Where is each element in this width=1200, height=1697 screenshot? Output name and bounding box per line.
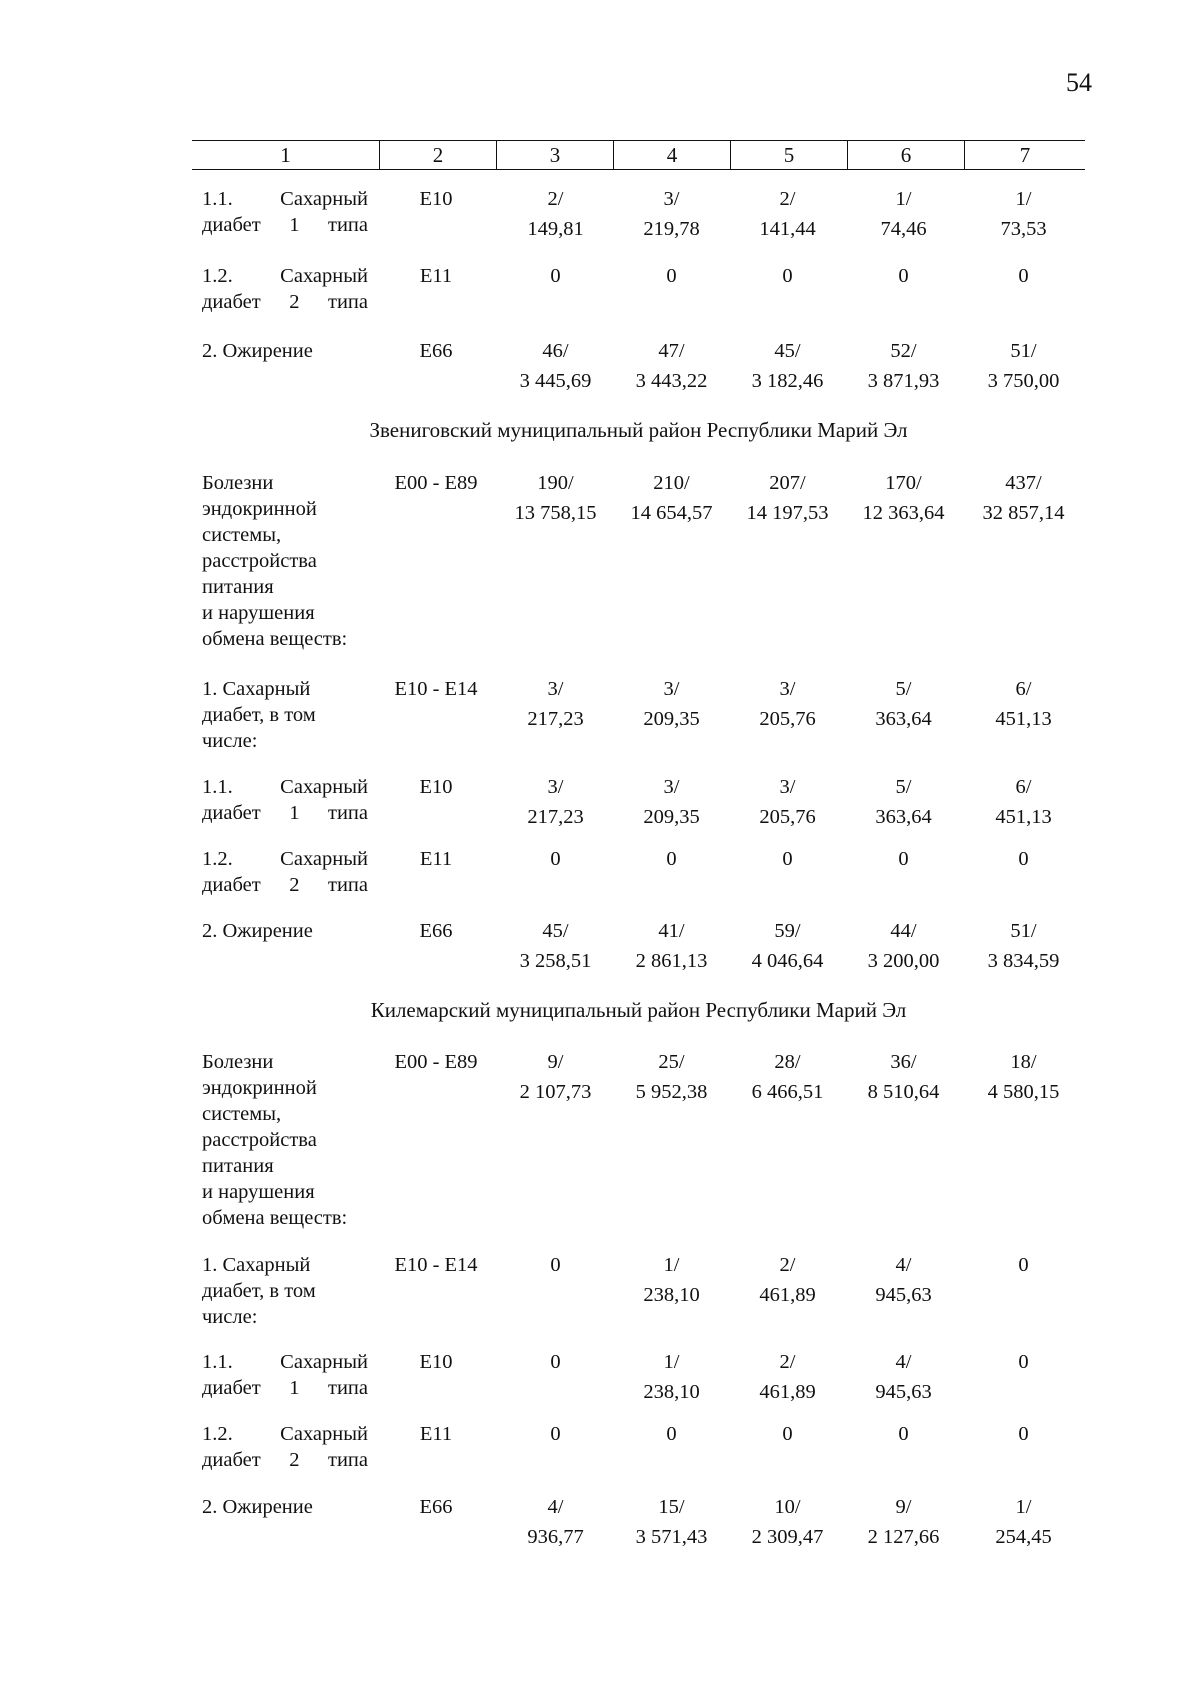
value-cell (729, 772, 846, 832)
value-rate: 209,35 (643, 806, 700, 828)
value-count: 0 (550, 1423, 561, 1445)
value-count: 46/ (542, 340, 569, 362)
row-label-line: 2. Ожирение (202, 920, 313, 942)
value-count: 0 (1018, 1254, 1029, 1276)
row-label-line: 1.1. Сахарный (202, 776, 368, 798)
header-col-6: 6 (848, 141, 965, 169)
value-count: 4/ (895, 1254, 912, 1276)
value-cell (613, 1347, 730, 1407)
row-label (202, 1252, 368, 1330)
value-count: 15/ (658, 1496, 685, 1518)
value-rate: 238,10 (643, 1284, 700, 1306)
value-count: 0 (898, 1423, 909, 1445)
row-label-line: питания (202, 1155, 274, 1177)
value-rate: 451,13 (995, 806, 1052, 828)
value-count: 0 (1018, 1351, 1029, 1373)
value-rate: 4 580,15 (987, 1081, 1060, 1103)
value-rate (729, 874, 846, 904)
row-label-line: обмена веществ: (202, 1207, 348, 1229)
row-label (202, 263, 368, 315)
value-count: 41/ (658, 920, 685, 942)
value-cell (845, 1419, 962, 1479)
header-col-3: 3 (497, 141, 614, 169)
value-count: 45/ (542, 920, 569, 942)
value-count: 3/ (779, 776, 796, 798)
value-cell (965, 468, 1082, 528)
value-rate: 32 857,14 (982, 502, 1065, 524)
value-cell (965, 844, 1082, 904)
row-label-line: системы, (202, 524, 282, 546)
value-cell (613, 1492, 730, 1552)
value-count: 5/ (895, 678, 912, 700)
value-cell (497, 1419, 614, 1479)
value-count: 0 (666, 1423, 677, 1445)
value-cell (965, 1492, 1082, 1552)
value-rate (613, 874, 730, 904)
value-rate: 363,64 (875, 708, 932, 730)
row-label (202, 338, 368, 364)
value-rate (497, 1377, 614, 1407)
value-cell (729, 336, 846, 396)
value-rate: 14 654,57 (630, 502, 713, 524)
page-number: 54 (1066, 68, 1092, 97)
value-count: 0 (1018, 265, 1029, 287)
value-count: 18/ (1010, 1051, 1037, 1073)
value-count: 59/ (774, 920, 801, 942)
value-cell (613, 184, 730, 244)
value-rate: 3 200,00 (867, 950, 940, 972)
value-cell (497, 184, 614, 244)
value-count: 28/ (774, 1051, 801, 1073)
value-cell (613, 1047, 730, 1107)
value-rate: 3 182,46 (751, 370, 824, 392)
row-label-line: диабет 1 типа (202, 802, 368, 824)
value-rate: 8 510,64 (867, 1081, 940, 1103)
value-rate: 6 466,51 (751, 1081, 824, 1103)
value-rate: 254,45 (995, 1526, 1052, 1548)
value-cell (965, 772, 1082, 832)
value-cell (965, 674, 1082, 734)
row-label-line: 1.2. Сахарный (202, 848, 368, 870)
value-rate: 461,89 (759, 1284, 816, 1306)
header-col-2: 2 (380, 141, 497, 169)
value-cell (845, 336, 962, 396)
icd-code: E00 - E89 (394, 1051, 478, 1073)
row-label-line: Болезни (202, 472, 274, 494)
value-cell (497, 772, 614, 832)
value-count: 0 (666, 848, 677, 870)
row-label-line: 1.2. Сахарный (202, 265, 368, 287)
value-cell (613, 772, 730, 832)
icd-code: E11 (419, 848, 453, 870)
row-label-line: системы, (202, 1103, 282, 1125)
icd-code: E10 - E14 (394, 1254, 478, 1276)
value-rate: 149,81 (527, 218, 584, 240)
value-rate (729, 1449, 846, 1479)
value-rate: 219,78 (643, 218, 700, 240)
value-rate: 3 571,43 (635, 1526, 708, 1548)
value-rate: 3 871,93 (867, 370, 940, 392)
value-rate (613, 1449, 730, 1479)
value-count: 190/ (537, 472, 574, 494)
row-label-line: и нарушения (202, 1181, 315, 1203)
value-count: 3/ (663, 188, 680, 210)
value-count: 47/ (658, 340, 685, 362)
value-cell (613, 261, 730, 321)
row-label-line: 2. Ожирение (202, 1496, 313, 1518)
value-count: 0 (782, 265, 793, 287)
value-cell (845, 1250, 962, 1310)
value-cell (497, 1347, 614, 1407)
value-count: 36/ (890, 1051, 917, 1073)
value-rate: 5 952,38 (635, 1081, 708, 1103)
value-count: 9/ (895, 1496, 912, 1518)
value-rate (845, 1449, 962, 1479)
value-rate (613, 291, 730, 321)
value-count: 210/ (653, 472, 690, 494)
value-cell (729, 1250, 846, 1310)
row-label-line: эндокринной (202, 498, 317, 520)
section-title: Звениговский муниципальный район Республики Марий Эл (369, 418, 908, 442)
value-count: 4/ (895, 1351, 912, 1373)
value-count: 1/ (895, 188, 912, 210)
value-rate: 945,63 (875, 1381, 932, 1403)
row-label (202, 1049, 368, 1231)
value-rate: 205,76 (759, 806, 816, 828)
value-cell (497, 674, 614, 734)
value-rate: 141,44 (759, 218, 816, 240)
value-cell (965, 1250, 1082, 1310)
value-cell (845, 674, 962, 734)
row-label-line: 1.1. Сахарный (202, 188, 368, 210)
row-label-line: диабет 2 типа (202, 291, 368, 313)
section-title: Килемарский муниципальный район Республики Марий Эл (370, 998, 907, 1022)
value-cell (965, 261, 1082, 321)
row-label (202, 676, 368, 754)
value-count: 44/ (890, 920, 917, 942)
value-count: 0 (550, 265, 561, 287)
icd-code: E10 - E14 (394, 678, 478, 700)
value-rate: 3 443,22 (635, 370, 708, 392)
row-label-line: 2. Ожирение (202, 340, 313, 362)
icd-code: E66 (419, 340, 453, 362)
header-col-4: 4 (614, 141, 731, 169)
value-rate (845, 874, 962, 904)
value-count: 6/ (1015, 678, 1032, 700)
value-rate: 12 363,64 (862, 502, 945, 524)
value-count: 170/ (885, 472, 922, 494)
value-cell (729, 1047, 846, 1107)
value-count: 52/ (890, 340, 917, 362)
value-rate (497, 291, 614, 321)
value-cell (965, 184, 1082, 244)
row-label (202, 1494, 368, 1520)
row-label-line: 1. Сахарный (202, 1254, 311, 1276)
value-cell (729, 844, 846, 904)
row-label-line: расстройства (202, 550, 317, 572)
value-count: 3/ (547, 776, 564, 798)
value-cell (729, 1347, 846, 1407)
row-label-line: питания (202, 576, 274, 598)
value-cell (729, 184, 846, 244)
value-rate: 4 046,64 (751, 950, 824, 972)
row-label-line: диабет 2 типа (202, 874, 368, 896)
value-cell (729, 1492, 846, 1552)
value-rate: 3 445,69 (519, 370, 592, 392)
row-label (202, 774, 368, 826)
value-count: 0 (898, 265, 909, 287)
value-rate: 936,77 (527, 1526, 584, 1548)
row-label (202, 1349, 368, 1401)
value-cell (845, 468, 962, 528)
row-label-line: диабет, в том (202, 704, 316, 726)
icd-code: E10 (419, 1351, 453, 1373)
value-rate (497, 874, 614, 904)
value-cell (965, 916, 1082, 976)
icd-code: E11 (419, 1423, 453, 1445)
header-col-5: 5 (731, 141, 848, 169)
value-rate (965, 1377, 1082, 1407)
row-label-line: и нарушения (202, 602, 315, 624)
value-cell (729, 1419, 846, 1479)
value-rate: 205,76 (759, 708, 816, 730)
value-cell (497, 1047, 614, 1107)
value-rate (965, 1449, 1082, 1479)
value-rate (845, 291, 962, 321)
value-count: 0 (550, 1254, 561, 1276)
row-label-line: расстройства (202, 1129, 317, 1151)
value-count: 3/ (779, 678, 796, 700)
value-count: 1/ (1015, 1496, 1032, 1518)
value-rate: 209,35 (643, 708, 700, 730)
value-count: 3/ (547, 678, 564, 700)
value-rate: 2 127,66 (867, 1526, 940, 1548)
row-label (202, 846, 368, 898)
row-label-line: эндокринной (202, 1077, 317, 1099)
value-cell (845, 1047, 962, 1107)
value-rate (965, 291, 1082, 321)
value-rate (965, 874, 1082, 904)
value-cell (613, 1419, 730, 1479)
value-count: 2/ (779, 1254, 796, 1276)
value-rate (497, 1449, 614, 1479)
value-rate: 2 309,47 (751, 1526, 824, 1548)
row-label (202, 186, 368, 238)
value-cell (845, 1347, 962, 1407)
value-cell (613, 468, 730, 528)
value-count: 4/ (547, 1496, 564, 1518)
row-label-line: 1.2. Сахарный (202, 1423, 368, 1445)
value-cell (845, 184, 962, 244)
value-rate: 3 750,00 (987, 370, 1060, 392)
value-rate: 945,63 (875, 1284, 932, 1306)
value-count: 51/ (1010, 920, 1037, 942)
value-cell (613, 674, 730, 734)
value-cell (729, 261, 846, 321)
value-cell (497, 468, 614, 528)
value-rate: 217,23 (527, 708, 584, 730)
value-cell (845, 772, 962, 832)
value-count: 2/ (779, 1351, 796, 1373)
value-count: 0 (898, 848, 909, 870)
row-label-line: диабет 2 типа (202, 1449, 368, 1471)
value-count: 0 (782, 1423, 793, 1445)
value-count: 437/ (1005, 472, 1042, 494)
value-rate: 14 197,53 (746, 502, 829, 524)
value-count: 45/ (774, 340, 801, 362)
value-rate: 13 758,15 (514, 502, 597, 524)
value-rate (497, 1280, 614, 1310)
value-cell (497, 1492, 614, 1552)
value-cell (613, 844, 730, 904)
value-count: 0 (666, 265, 677, 287)
value-rate: 3 258,51 (519, 950, 592, 972)
row-label (202, 918, 368, 944)
icd-code: E10 (419, 776, 453, 798)
value-cell (497, 916, 614, 976)
value-rate: 217,23 (527, 806, 584, 828)
value-rate: 238,10 (643, 1381, 700, 1403)
value-count: 9/ (547, 1051, 564, 1073)
value-cell (613, 1250, 730, 1310)
icd-code: E66 (419, 920, 453, 942)
value-count: 3/ (663, 678, 680, 700)
row-label-line: числе: (202, 730, 258, 752)
value-cell (497, 844, 614, 904)
value-cell (845, 1492, 962, 1552)
row-label (202, 1421, 368, 1473)
icd-code: E66 (419, 1496, 453, 1518)
value-count: 5/ (895, 776, 912, 798)
value-cell (497, 336, 614, 396)
value-count: 0 (550, 848, 561, 870)
value-cell (497, 1250, 614, 1310)
value-count: 1/ (663, 1351, 680, 1373)
row-label-line: обмена веществ: (202, 628, 348, 650)
value-cell (965, 1047, 1082, 1107)
value-count: 0 (1018, 848, 1029, 870)
row-label-line: диабет 1 типа (202, 1377, 368, 1399)
value-rate: 3 834,59 (987, 950, 1060, 972)
value-count: 0 (550, 1351, 561, 1373)
value-count: 1/ (663, 1254, 680, 1276)
value-rate: 74,46 (880, 218, 927, 240)
row-label (202, 470, 368, 652)
value-count: 6/ (1015, 776, 1032, 798)
row-label-line: числе: (202, 1306, 258, 1328)
value-cell (845, 916, 962, 976)
value-count: 3/ (663, 776, 680, 798)
row-label-line: диабет 1 типа (202, 214, 368, 236)
value-count: 0 (782, 848, 793, 870)
value-rate: 2 861,13 (635, 950, 708, 972)
value-rate: 451,13 (995, 708, 1052, 730)
value-cell (845, 261, 962, 321)
row-label-line: 1.1. Сахарный (202, 1351, 368, 1373)
value-count: 10/ (774, 1496, 801, 1518)
value-rate (729, 291, 846, 321)
value-cell (613, 916, 730, 976)
value-count: 207/ (769, 472, 806, 494)
row-label-line: Болезни (202, 1051, 274, 1073)
value-count: 2/ (779, 188, 796, 210)
value-cell (965, 1347, 1082, 1407)
header-col-7: 7 (1019, 143, 1031, 167)
row-label-line: 1. Сахарный (202, 678, 311, 700)
row-label-line: диабет, в том (202, 1280, 316, 1302)
value-rate (965, 1280, 1082, 1310)
value-cell (729, 674, 846, 734)
value-cell (965, 1419, 1082, 1479)
value-cell (729, 468, 846, 528)
value-cell (729, 916, 846, 976)
value-rate: 363,64 (875, 806, 932, 828)
value-cell (613, 336, 730, 396)
value-count: 51/ (1010, 340, 1037, 362)
value-rate: 2 107,73 (519, 1081, 592, 1103)
icd-code: E11 (419, 265, 453, 287)
value-count: 0 (1018, 1423, 1029, 1445)
value-count: 1/ (1015, 188, 1032, 210)
icd-code: E00 - E89 (394, 472, 478, 494)
value-cell (845, 844, 962, 904)
value-count: 2/ (547, 188, 564, 210)
value-count: 25/ (658, 1051, 685, 1073)
value-rate: 461,89 (759, 1381, 816, 1403)
value-cell (965, 336, 1082, 396)
icd-code: E10 (419, 188, 453, 210)
header-col-1: 1 (192, 141, 380, 169)
value-cell (497, 261, 614, 321)
value-rate: 73,53 (1000, 218, 1047, 240)
